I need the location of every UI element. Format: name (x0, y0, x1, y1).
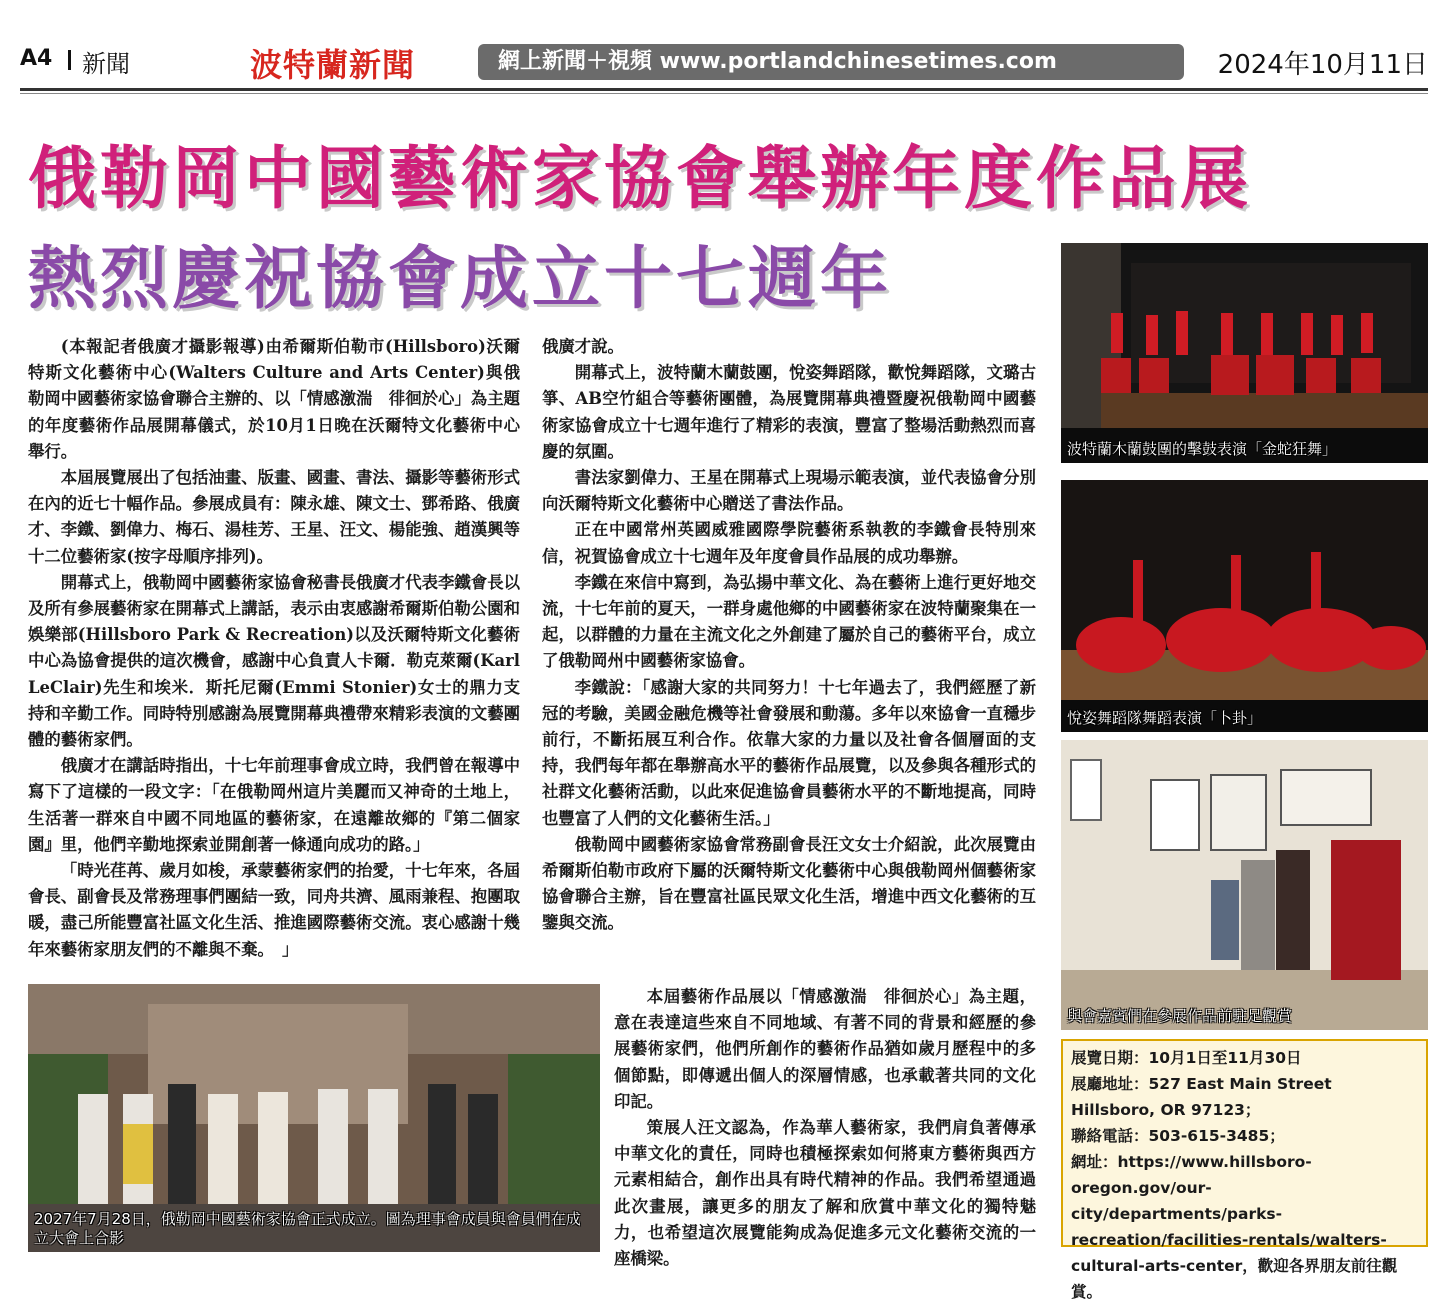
photo-drum-performance (1061, 243, 1428, 463)
page-number: A4 (20, 46, 53, 71)
article-column-2 (542, 334, 1036, 937)
info-address-label: 展廳地址： (1071, 1075, 1149, 1093)
article-headline: 俄勒岡中國藝術家協會舉辦年度作品展 (28, 140, 1253, 219)
info-address: 527 East Main Street Hillsboro, OR 97123； (1071, 1075, 1332, 1119)
info-phone-row (1071, 1123, 1418, 1149)
photo-caption: 與會嘉賓們在參展作品前駐足觀賞 (1067, 1007, 1293, 1025)
masthead (20, 40, 1428, 84)
section-label: 新聞 (82, 50, 130, 78)
issue-date: 2024年10月11日 (1217, 50, 1428, 80)
masthead-divider (68, 50, 71, 70)
article-column-1 (28, 334, 520, 963)
masthead-rule (20, 88, 1428, 91)
paragraph: 開幕式上，俄勒岡中國藝術家協會秘書長俄廣才代表李鐵會長以及所有參展藝術家在開幕式上講話，表示由衷感謝希爾斯伯勒公園和娛樂部(Hillsboro Park & Recreation)以及沃爾特斯文化藝術中心為協會提供的這次機會，感謝中心負責人卡爾．勒克萊爾(Karl LeClair)先生和埃米．斯托尼爾(Emmi Stonier)女士的鼎力支持和辛勤工作。同時特別感謝為展覽開幕典禮帶來精彩表演的文藝團體的藝術家們。 (28, 572, 520, 750)
info-web-row (1071, 1149, 1418, 1305)
paragraph: 策展人汪文認為，作為華人藝術家，我們肩負著傳承中華文化的責任，同時也積極探索如何將東方藝術與西方元素相結合，創作出具有時代精神的作品。我們希望通過此次畫展，讓更多的朋友了解和欣賞中華文化的獨特魅力，也希望這次展覽能夠成為促進多元文化藝術交流的一座橋梁。 (614, 1118, 1036, 1269)
info-address-row (1071, 1071, 1418, 1123)
paragraph: 俄廣才在講話時指出，十七年前理事會成立時，我們曾在報導中寫下了這樣的一段文字：「在俄勒岡州這片美麗而又神奇的土地上，生活著一群來自中國不同地區的藝術家，在遠離故鄉的『第二個家園』里，他們辛勤地探索並開創著一條通向成功的路。」 (28, 756, 520, 854)
paragraph: 本屆藝術作品展以「情感激湍 徘徊於心」為主題，意在表達這些來自不同地域、有著不同的背景和經歷的參展藝術家們，他們所創作的藝術作品猶如歲月歷程中的多個節點，即傳遞出個人的深層情感，也承載著共同的文化印記。 (614, 987, 1036, 1111)
info-phone: 503-615-3485； (1148, 1127, 1285, 1145)
paragraph: 李鐵說：「感謝大家的共同努力！十七年過去了，我們經歷了新冠的考驗，美國金融危機等社會發展和動蕩。多年以來協會一直穩步前行，不斷拓展互利合作。依靠大家的力量以及社會各個層面的支持，我們每年都在舉辦高水平的藝術作品展覽，以及參與各種形式的社群文化藝術活動，以此來促進協會員藝術水平的不斷地提高，同時也豐富了人們的文化藝術生活。」 (542, 677, 1036, 828)
photo-caption: 悅姿舞蹈隊舞蹈表演「卜卦」 (1067, 709, 1263, 727)
info-dates-label: 展覽日期： (1071, 1049, 1149, 1067)
website-banner[interactable]: 網上新聞＋視頻 www.portlandchinesetimes.com (478, 44, 1184, 80)
paragraph: 正在中國常州英國威雅國際學院藝術系執教的李鐵會長特別來信，祝賀協會成立十七週年及年度會員作品展的成功舉辦。 (542, 520, 1036, 566)
photo-caption: 2027年7月28日，俄勒岡中國藝術家協會正式成立。圖為理事會成員與會員們在成立大會上合影 (34, 1210, 581, 1247)
photo-group-founding (28, 984, 600, 1252)
paragraph: 俄勒岡中國藝術家協會常務副會長汪文女士介紹說，此次展覽由希爾斯伯勒市政府下屬的沃爾特斯文化藝術中心與俄勒岡州個藝術家協會聯合主辦，旨在豐富社區民眾文化生活，增進中西文化藝術的互鑒與交流。 (542, 834, 1036, 933)
paragraph: 「時光荏苒、歲月如梭，承蒙藝術家們的抬愛，十七年來，各屆會長、副會長及常務理事們團結一致，同舟共濟、風雨兼程、抱團取暖，盡己所能豐富社區文化生活、推進國際藝術交流。衷心感謝十幾年來藝術家朋友們的不離與不棄。 」 (28, 861, 520, 959)
photo-gallery-visitors (1061, 740, 1428, 1030)
info-dates: 10月1日至11月30日 (1148, 1049, 1302, 1067)
paragraph: 開幕式上，波特蘭木蘭鼓團，悅姿舞蹈隊，歡悅舞蹈隊，文璐古箏、AB空竹組合等藝術團體，為展覽開幕典禮暨慶祝俄勒岡中國藝術家協會成立十七週年進行了精彩的表演，豐富了整場活動熱烈而喜慶的氛圍。 (542, 363, 1036, 461)
dance-stage-image (1061, 480, 1428, 732)
photo-dance-performance (1061, 480, 1428, 732)
info-dates-row (1071, 1045, 1418, 1071)
info-web-label: 網址： (1071, 1153, 1118, 1171)
article-subheadline: 熱烈慶祝協會成立十七週年 (28, 240, 893, 319)
drum-stage-image (1061, 243, 1428, 463)
paragraph: 書法家劉偉力、王星在開幕式上現場示範表演，並代表協會分別向沃爾特斯文化藝術中心贈送了書法作品。 (542, 468, 1036, 514)
paragraph-continuation: 俄廣才說。 (542, 337, 624, 356)
article-column-3 (614, 984, 1036, 1272)
paragraph: 李鐵在來信中寫到，為弘揚中華文化、為在藝術上進行更好地交流，十七年前的夏天，一群身處他鄉的中國藝術家在波特蘭聚集在一起，以群體的力量在主流文化之外創建了屬於自己的藝術平台，成立了俄勒岡州中國藝術家協會。 (542, 572, 1036, 671)
paragraph: (本報記者俄廣才攝影報導)由希爾斯伯勒市(Hillsboro)沃爾特斯文化藝術中心(Walters Culture and Arts Center)與俄勒岡中國藝術家協會聯合主辦的、以「情感激湍 徘徊於心」為主題的年度藝術作品展開幕儀式，於10月1日晚在沃爾特文化藝術中心舉行。 (28, 337, 520, 461)
info-web-link[interactable]: https://www.hillsboro-oregon.gov/our-city/departments/parks-recreation/facilities-rentals/walters-cultural-arts-center，歡迎各界朋友前往觀賞。 (1071, 1153, 1398, 1301)
masthead-rule-thin (20, 93, 1428, 94)
exhibition-info-box (1061, 1039, 1428, 1301)
info-phone-label: 聯絡電話： (1071, 1127, 1149, 1145)
gallery-image (1061, 740, 1428, 1030)
paragraph: 本屆展覽展出了包括油畫、版畫、國畫、書法、攝影等藝術形式在內的近七十幅作品。參展成員有：陳永雄、陳文士、鄧希路、俄廣才、李鐵、劉偉力、梅石、湯桂芳、王星、汪文、楊能強、趙漢興等十二位藝術家(按字母順序排列)。 (28, 468, 520, 566)
newspaper-name: 波特蘭新聞 (250, 46, 416, 84)
photo-caption: 波特蘭木蘭鼓團的擊鼓表演「金蛇狂舞」 (1067, 440, 1338, 458)
